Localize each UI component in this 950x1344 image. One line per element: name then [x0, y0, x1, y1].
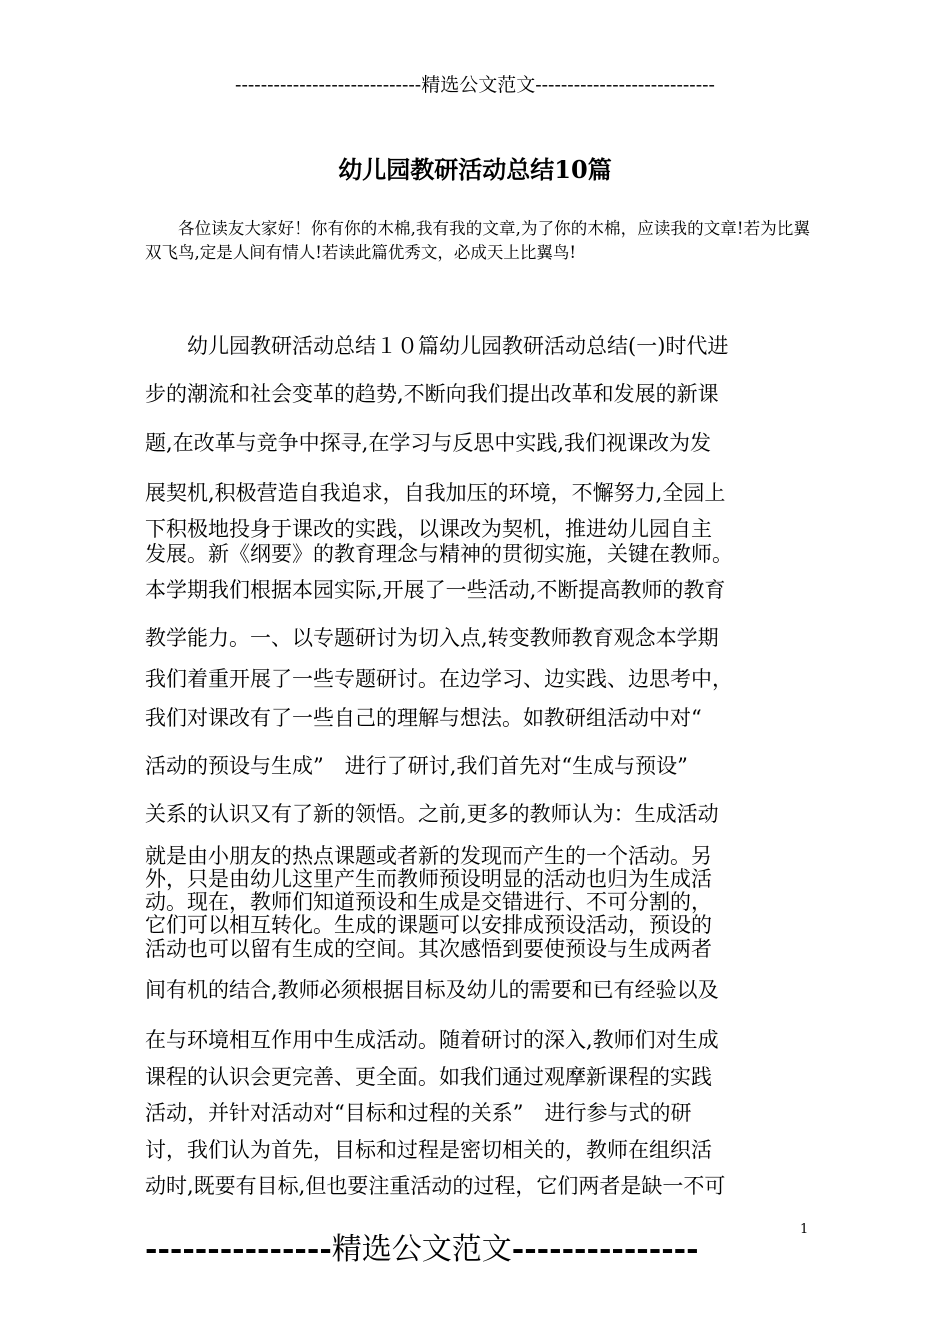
body-line: 动时,既要有目标,但也要注重活动的过程，它们两者是缺一不可 [145, 1174, 726, 1198]
footer-label: 精选公文范文 [331, 1232, 512, 1267]
body-line: 发展。新《纲要》的教育理念与精神的贯彻实施，关键在教师。 [145, 542, 733, 566]
footer-dashes-left: --------------- [145, 1232, 332, 1267]
footer-dashes-right: --------------- [511, 1232, 699, 1267]
body-line: 步的潮流和社会变革的趋势,不断向我们提出改革和发展的新课 [145, 382, 719, 406]
body-line: 课程的认识会更完善、更全面。如我们通过观摩新课程的实践 [145, 1065, 712, 1089]
body-line: 动。现在，教师们知道预设和生成是交错进行、不可分割的， [145, 890, 712, 914]
body-line: 在与环境相互作用中生成活动。随着研讨的深入,教师们对生成 [145, 1028, 719, 1052]
body-line: 下积极地投身于课改的实践，以课改为契机，推进幼儿园自主 [145, 517, 712, 541]
intro-paragraph: 各位读友大家好！你有你的木棉,我有我的文章,为了你的木棉，应读我的文章!若为比翼双飞鸟,定是人间有情人!若读此篇优秀文，必成天上比翼鸟! [145, 219, 810, 262]
page-footer [145, 1224, 785, 1268]
body-line: 它们可以相互转化。生成的课题可以安排成预设活动，预设的 [145, 913, 712, 937]
document-title: 幼儿园教研活动总结10篇 [338, 155, 612, 184]
page-header: -----------------------------精选公文范文---------------------------- [235, 74, 715, 96]
body-line: 就是由小朋友的热点课题或者新的发现而产生的一个活动。另 [145, 844, 712, 868]
body-line: 题,在改革与竞争中探寻,在学习与反思中实践,我们视课改为发 [145, 431, 712, 455]
body-line: 教学能力。一、以专题研讨为切入点,转变教师教育观念本学期 [145, 626, 719, 650]
body-line: 间有机的结合,教师必须根据目标及幼儿的需要和已有经验以及 [145, 978, 719, 1002]
body-line: 活动，并针对活动对“目标和过程的关系” 进行参与式的研 [145, 1101, 692, 1125]
body-line: 幼儿园教研活动总结１０篇幼儿园教研活动总结(一)时代进 [145, 334, 729, 358]
body-line: 讨，我们认为首先，目标和过程是密切相关的，教师在组织活 [145, 1138, 712, 1162]
page-number: 1 [800, 1222, 809, 1237]
body-line: 外，只是由幼儿这里产生而教师预设明显的活动也归为生成活 [145, 867, 712, 891]
body-line: 本学期我们根据本园实际,开展了一些活动,不断提高教师的教育 [145, 578, 726, 602]
body-line: 活动的预设与生成” 进行了研讨,我们首先对“生成与预设” [145, 754, 688, 778]
body-line: 展契机,积极营造自我追求，自我加压的环境，不懈努力,全园上 [145, 481, 726, 505]
body-line: 我们着重开展了一些专题研讨。在边学习、边实践、边思考中， [145, 667, 733, 691]
body-line: 关系的认识又有了新的领悟。之前,更多的教师认为：生成活动 [145, 802, 719, 826]
body-line: 我们对课改有了一些自己的理解与想法。如教研组活动中对“ [145, 706, 702, 730]
body-line: 活动也可以留有生成的空间。其次感悟到要使预设与生成两者 [145, 937, 712, 961]
